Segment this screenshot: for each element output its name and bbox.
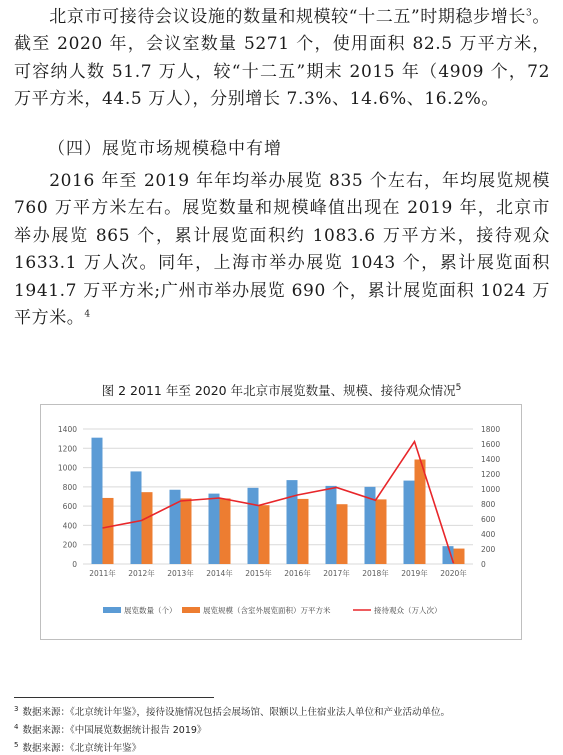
bar-area	[415, 460, 426, 564]
y-right-tick-label: 1000	[481, 485, 501, 494]
x-tick-label: 2017年	[323, 569, 350, 578]
y-left-tick-label: 1000	[57, 463, 77, 473]
figure-caption	[0, 381, 563, 399]
y-left-tick-label: 200	[62, 540, 77, 550]
exhibition-chart-svg	[41, 405, 521, 639]
bar-area	[103, 498, 114, 564]
bar-area	[376, 499, 387, 564]
y-left-tick-label: 0	[72, 560, 77, 569]
y-right-tick-label: 400	[481, 530, 496, 539]
footnote-4	[14, 722, 206, 736]
footnote-3	[14, 704, 450, 718]
x-tick-label: 2013年	[167, 569, 194, 578]
x-tick-label: 2011年	[89, 569, 116, 578]
legend-label: 接待观众（万人次）	[374, 606, 442, 615]
x-tick-label: 2016年	[284, 569, 311, 578]
paragraph-conference-facilities	[14, 4, 550, 114]
y-right-tick-label: 1200	[481, 470, 501, 479]
bar-count	[404, 481, 415, 564]
y-left-tick-label: 1400	[57, 425, 77, 434]
bar-area	[259, 505, 270, 564]
section-heading: （四）展览市场规模稳中有增	[48, 139, 282, 159]
x-tick-label: 2020年	[440, 569, 467, 578]
footnote-number: 3	[14, 704, 19, 713]
bar-area	[220, 498, 231, 564]
bar-count	[326, 486, 337, 564]
footnote-ref-5: 5	[455, 382, 462, 393]
legend-swatch	[182, 607, 200, 613]
y-right-tick-label: 600	[481, 515, 496, 524]
bar-area	[142, 492, 153, 564]
x-tick-label: 2018年	[362, 569, 389, 578]
bar-count	[248, 488, 259, 564]
para1-text-b: 。截至 2020 年，会议室数量 5271 个，使用面积 82.5 万平方米，可容纳人数 51.7 万人，较“十二五”期末 2015 年（4909 个，72 万平方米，44.5 万人），分别增长 7.3%、14.6%、16.2%。	[14, 7, 550, 110]
bar-area	[337, 504, 348, 564]
x-tick-label: 2019年	[401, 569, 428, 578]
bar-area	[181, 498, 192, 564]
footnote-divider	[14, 697, 214, 698]
legend-label: 展览规模（含室外展览面积）万平方米	[203, 606, 331, 615]
figure-caption-text: 图 2 2011 年至 2020 年北京市展览数量、规模、接待观众情况	[101, 383, 456, 398]
y-right-tick-label: 0	[481, 560, 486, 569]
y-right-tick-label: 800	[481, 500, 496, 509]
y-left-tick-label: 400	[62, 521, 77, 531]
y-left-tick-label: 800	[62, 482, 77, 492]
bar-count	[170, 490, 181, 564]
footnote-ref-4: 4	[84, 309, 91, 320]
y-right-tick-label: 1600	[481, 440, 501, 449]
legend-label: 展览数量（个）	[124, 606, 177, 615]
y-left-tick-label: 1200	[57, 444, 77, 454]
y-right-tick-label: 200	[481, 545, 496, 554]
y-right-tick-label: 1400	[481, 455, 501, 464]
bar-count	[287, 480, 298, 564]
footnote-ref-3: 3	[526, 8, 533, 19]
exhibition-chart	[40, 404, 522, 640]
footnote-text: 数据来源：《中国展览数据统计报告 2019》	[22, 725, 207, 736]
x-tick-label: 2012年	[128, 569, 155, 578]
bar-area	[454, 549, 465, 564]
footnote-number: 4	[14, 722, 19, 731]
paragraph-exhibition-market	[14, 168, 550, 332]
bar-count	[131, 471, 142, 564]
y-left-tick-label: 600	[62, 502, 77, 512]
legend-swatch	[103, 607, 121, 613]
footnote-5	[14, 740, 141, 754]
para2-text: 2016 年至 2019 年年均举办展览 835 个左右，年均展览规模 760 万平方米左右。展览数量和规模峰值出现在 2019 年，北京市举办展览 865 个，累计展览面积约 1083.6 万平方米，接待观众 1633.1 万人次。同年，上海市举办展览 1043 个，累计展览面积 1941.7 万平方米;广州市举办展览 690 个，累计展览面积 1024 万平方米。	[14, 171, 550, 329]
footnote-text: 数据来源：《北京统计年鉴》	[22, 743, 142, 754]
bar-count	[92, 438, 103, 564]
bar-count	[443, 546, 454, 564]
footnote-number: 5	[14, 740, 19, 749]
x-tick-label: 2014年	[206, 569, 233, 578]
x-tick-label: 2015年	[245, 569, 272, 578]
y-right-tick-label: 1800	[481, 425, 501, 434]
footnote-text: 数据来源：《北京统计年鉴》，接待设施情况包括会展场馆、限额以上住宿业法人单位和产业活动单位。	[22, 707, 450, 718]
bar-area	[298, 499, 309, 564]
para1-text-a: 北京市可接待会议设施的数量和规模较“十二五”时期稳步增长	[49, 7, 527, 27]
bar-count	[209, 494, 220, 564]
